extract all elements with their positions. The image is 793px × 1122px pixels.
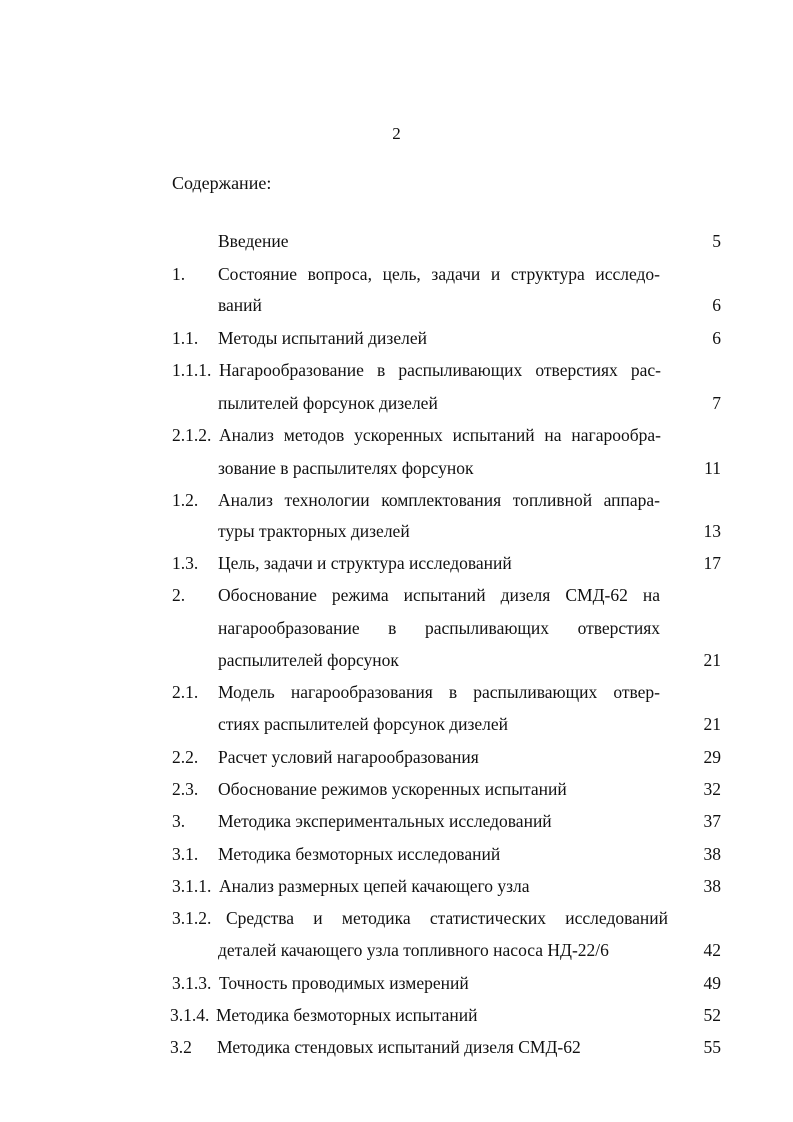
toc-line — [0, 776, 793, 802]
toc-entry-number: 3. — [172, 811, 186, 831]
contents-heading: Содержание: — [172, 173, 272, 193]
toc-entry-text: Состояние вопроса, цель, задачи и структура исследо- — [218, 264, 660, 284]
toc-line — [0, 1002, 793, 1028]
toc-line — [0, 841, 793, 867]
toc-entry-text: Методы испытаний дизелей — [218, 328, 427, 348]
toc-entry-text: Модель нагарообразования в распыливающих отвер- — [218, 682, 660, 702]
toc-entry-text: Анализ размерных цепей качающего узла — [219, 876, 530, 896]
toc-entry-text: Нагарообразование в распыливающих отверстиях рас- — [219, 360, 661, 380]
toc-entry-page: 38 — [703, 844, 721, 864]
toc-entry-page: 13 — [703, 521, 721, 541]
toc-entry-text: пылителей форсунок дизелей — [218, 393, 438, 413]
toc-entry-text: Цель, задачи и структура исследований — [218, 553, 512, 573]
toc-entry-text: стиях распылителей форсунок дизелей — [218, 714, 509, 734]
toc-entry-number: 1.2. — [172, 490, 199, 510]
toc-entry-number: 3.1.2. — [172, 908, 212, 928]
toc-entry-text: Анализ технологии комплектования топливной аппара- — [218, 490, 660, 510]
toc-entry-text: Анализ методов ускоренных испытаний на нагарообра- — [219, 425, 661, 445]
toc-entry-page: 6 — [712, 328, 721, 348]
toc-entry-number: 1.3. — [172, 553, 199, 573]
toc-entry-number: 3.2 — [170, 1037, 192, 1057]
toc-entry-page: 55 — [703, 1037, 721, 1057]
toc-line — [0, 970, 793, 996]
toc-entry-page: 49 — [703, 973, 721, 993]
toc-entry-page: 7 — [712, 393, 721, 413]
toc-entry-number: 2.3. — [172, 779, 199, 799]
toc-entry-text: Методика безмоторных исследований — [218, 844, 501, 864]
toc-entry-number: 2. — [172, 585, 186, 605]
toc-line — [0, 615, 793, 641]
toc-line — [0, 261, 793, 287]
toc-line — [0, 292, 793, 318]
toc-line — [0, 873, 793, 899]
toc-entry-page: 21 — [703, 714, 721, 734]
toc-line — [0, 455, 793, 481]
toc-line — [0, 487, 793, 513]
toc-entry-text: Методика экспериментальных исследований — [218, 811, 552, 831]
toc-line — [0, 937, 793, 963]
toc-line — [0, 647, 793, 673]
toc-entry-text: деталей качающего узла топливного насоса НД-22/6 — [218, 940, 609, 960]
toc-line — [0, 228, 793, 254]
toc-entry-number: 2.1. — [172, 682, 199, 702]
toc-entry-page: 37 — [703, 811, 721, 831]
toc-entry-text: Средства и методика статистических исследований — [226, 908, 668, 928]
page-number: 2 — [392, 124, 401, 143]
toc-line — [0, 679, 793, 705]
toc-entry-number: 2.1.2. — [172, 425, 212, 445]
toc-entry-page: 17 — [703, 553, 721, 573]
toc-entry-page: 32 — [703, 779, 721, 799]
toc-entry-page: 42 — [703, 940, 721, 960]
toc-line — [0, 744, 793, 770]
toc-entry-page: 38 — [703, 876, 721, 896]
toc-entry-text: туры тракторных дизелей — [218, 521, 410, 541]
toc-entry-text: Методика стендовых испытаний дизеля СМД-62 — [217, 1037, 581, 1057]
toc-entry-text: ваний — [218, 295, 262, 315]
toc-entry-page: 11 — [704, 458, 721, 478]
toc-entry-page: 52 — [703, 1005, 721, 1025]
toc-entry-text: нагарообразование в распыливающих отверстиях — [218, 618, 660, 638]
toc-entry-text: зование в распылителях форсунок — [218, 458, 474, 478]
toc-entry-page: 21 — [703, 650, 721, 670]
toc-entry-number: 1. — [172, 264, 186, 284]
toc-entry-number: 1.1. — [172, 328, 199, 348]
toc-entry-text: Расчет условий нагарообразования — [218, 747, 479, 767]
toc-entry-number: 3.1.4. — [170, 1005, 210, 1025]
toc-line — [0, 550, 793, 576]
toc-line — [0, 518, 793, 544]
toc-line — [0, 422, 793, 448]
toc-line — [0, 808, 793, 834]
toc-entry-text: Обоснование режимов ускоренных испытаний — [218, 779, 567, 799]
toc-line — [0, 1034, 793, 1060]
toc-entry-number: 3.1.1. — [172, 876, 212, 896]
toc-entry-number: 3.1. — [172, 844, 199, 864]
toc-line — [0, 390, 793, 416]
toc-line — [0, 582, 793, 608]
toc-entry-text: Точность проводимых измерений — [219, 973, 469, 993]
toc-line — [0, 711, 793, 737]
toc-entry-number: 1.1.1. — [172, 360, 212, 380]
toc-entry-number: 2.2. — [172, 747, 199, 767]
toc-entry-text: Методика безмоторных испытаний — [216, 1005, 478, 1025]
toc-entry-page: 6 — [712, 295, 721, 315]
toc-entry-page: 29 — [703, 747, 721, 767]
toc-entry-text: Введение — [218, 231, 289, 251]
toc-entry-page: 5 — [712, 231, 721, 251]
toc-entry-number: 3.1.3. — [172, 973, 212, 993]
toc-entry-text: распылителей форсунок — [218, 650, 399, 670]
toc-line — [0, 357, 793, 383]
toc-entry-text: Обоснование режима испытаний дизеля СМД-62 на — [218, 585, 660, 605]
toc-line — [0, 905, 793, 931]
toc-line — [0, 325, 793, 351]
